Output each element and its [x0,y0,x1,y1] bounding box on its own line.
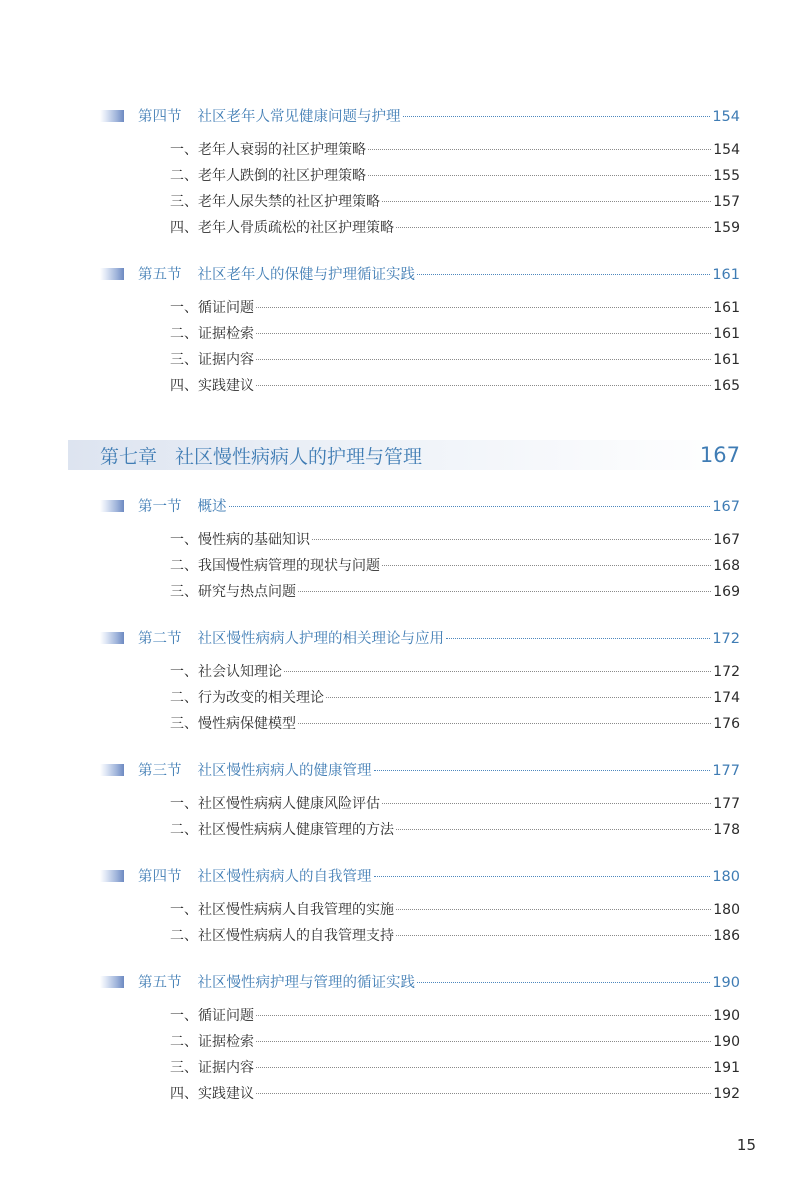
section-number: 第一节 [138,499,182,515]
item-page-number: 154 [713,142,740,158]
toc-item-row[interactable] [170,217,740,237]
section-title: 概述 [197,499,227,515]
dot-leader [417,982,710,983]
item-title: 三、证据内容 [170,1060,254,1076]
section-marker-icon [100,632,124,644]
toc-section-row[interactable] [100,495,740,516]
item-title: 二、行为改变的相关理论 [170,690,324,706]
toc-section-row[interactable] [100,263,740,284]
item-title: 一、社区慢性病病人健康风险评估 [170,796,380,812]
item-page-number: 178 [713,822,740,838]
item-page-number: 161 [713,300,740,316]
item-page-number: 177 [713,796,740,812]
dot-leader [256,1015,711,1016]
toc-item-row[interactable] [170,661,740,681]
section-page-number: 172 [712,631,740,647]
item-title: 二、老年人跌倒的社区护理策略 [170,168,366,184]
item-page-number: 165 [713,378,740,394]
item-page-number: 167 [713,532,740,548]
section-title: 社区慢性病护理与管理的循证实践 [197,975,415,991]
dot-leader [403,116,711,117]
dot-leader [256,307,711,308]
item-title: 三、研究与热点问题 [170,584,296,600]
page-number: 15 [736,1136,756,1154]
dot-leader [396,227,711,228]
item-title: 四、实践建议 [170,1086,254,1102]
toc-item-row[interactable] [170,1057,740,1077]
item-page-number: 169 [713,584,740,600]
section-number: 第五节 [138,267,182,283]
item-title: 一、循证问题 [170,1008,254,1024]
chapter-header[interactable] [68,440,740,470]
dot-leader [382,803,711,804]
section-number: 第二节 [138,631,182,647]
item-title: 四、实践建议 [170,378,254,394]
dot-leader [374,770,711,771]
dot-leader [256,1067,711,1068]
dot-leader [417,274,710,275]
item-title: 二、我国慢性病管理的现状与问题 [170,558,380,574]
dot-leader [256,359,711,360]
toc-section-row[interactable] [100,865,740,886]
toc-item-row[interactable] [170,297,740,317]
toc-item-row[interactable] [170,819,740,839]
item-title: 一、老年人衰弱的社区护理策略 [170,142,366,158]
item-title: 三、证据内容 [170,352,254,368]
toc-item-row[interactable] [170,581,740,601]
section-title: 社区慢性病病人的健康管理 [197,763,372,779]
item-title: 一、社会认知理论 [170,664,282,680]
chapter-number: 第七章 [100,445,158,468]
item-title: 一、慢性病的基础知识 [170,532,310,548]
dot-leader [374,876,711,877]
dot-leader [382,201,711,202]
chapter-title: 社区慢性病病人的护理与管理 [175,445,423,468]
section-title: 社区慢性病病人的自我管理 [197,869,372,885]
toc-section-row[interactable] [100,759,740,780]
dot-leader [446,638,710,639]
dot-leader [256,1041,711,1042]
dot-leader [284,671,711,672]
item-page-number: 192 [713,1086,740,1102]
section-page-number: 167 [712,499,740,515]
item-title: 一、社区慢性病病人自我管理的实施 [170,902,394,918]
section-page-number: 180 [712,869,740,885]
dot-leader [382,565,711,566]
section-marker-icon [100,268,124,280]
dot-leader [256,1093,711,1094]
item-title: 二、证据检索 [170,326,254,342]
dot-leader [229,506,711,507]
toc-item-row[interactable] [170,191,740,211]
dot-leader [298,591,711,592]
dot-leader [396,909,711,910]
toc-item-row[interactable] [170,165,740,185]
toc-item-row[interactable] [170,529,740,549]
item-page-number: 157 [713,194,740,210]
section-marker-icon [100,764,124,776]
item-title: 三、老年人尿失禁的社区护理策略 [170,194,380,210]
item-page-number: 174 [713,690,740,706]
toc-item-row[interactable] [170,793,740,813]
item-page-number: 159 [713,220,740,236]
section-title: 社区老年人的保健与护理循证实践 [197,267,415,283]
section-marker-icon [100,976,124,988]
item-page-number: 191 [713,1060,740,1076]
item-page-number: 186 [713,928,740,944]
section-marker-icon [100,110,124,122]
toc-item-row[interactable] [170,375,740,395]
section-number: 第四节 [138,869,182,885]
toc-section-row[interactable] [100,105,740,126]
section-page-number: 161 [712,267,740,283]
toc-item-row[interactable] [170,899,740,919]
toc-item-row[interactable] [170,713,740,733]
item-title: 一、循证问题 [170,300,254,316]
item-title: 三、慢性病保健模型 [170,716,296,732]
section-number: 第四节 [138,109,182,125]
toc-item-row[interactable] [170,687,740,707]
item-title: 二、社区慢性病病人的自我管理支持 [170,928,394,944]
dot-leader [312,539,711,540]
toc-item-row[interactable] [170,139,740,159]
dot-leader [256,333,711,334]
toc-item-row[interactable] [170,555,740,575]
toc-item-row[interactable] [170,1005,740,1025]
section-page-number: 154 [712,109,740,125]
item-page-number: 176 [713,716,740,732]
item-page-number: 161 [713,352,740,368]
chapter-page-number: 167 [699,443,740,467]
item-title: 二、证据检索 [170,1034,254,1050]
toc-item-row[interactable] [170,349,740,369]
dot-leader [396,935,711,936]
item-page-number: 168 [713,558,740,574]
section-title: 社区慢性病病人护理的相关理论与应用 [197,631,444,647]
toc-section-row[interactable] [100,971,740,992]
section-title: 社区老年人常见健康问题与护理 [197,109,401,125]
item-page-number: 161 [713,326,740,342]
section-page-number: 177 [712,763,740,779]
section-number: 第五节 [138,975,182,991]
toc-item-row[interactable] [170,925,740,945]
toc-item-row[interactable] [170,1083,740,1103]
section-number: 第三节 [138,763,182,779]
toc-item-row[interactable] [170,1031,740,1051]
toc-section-row[interactable] [100,627,740,648]
toc-item-row[interactable] [170,323,740,343]
item-page-number: 155 [713,168,740,184]
dot-leader [396,829,711,830]
dot-leader [298,723,711,724]
dot-leader [256,385,711,386]
item-page-number: 172 [713,664,740,680]
section-marker-icon [100,870,124,882]
section-marker-icon [100,500,124,512]
item-page-number: 190 [713,1008,740,1024]
dot-leader [368,175,711,176]
dot-leader [368,149,711,150]
item-title: 二、社区慢性病病人健康管理的方法 [170,822,394,838]
item-title: 四、老年人骨质疏松的社区护理策略 [170,220,394,236]
dot-leader [326,697,711,698]
item-page-number: 180 [713,902,740,918]
item-page-number: 190 [713,1034,740,1050]
section-page-number: 190 [712,975,740,991]
